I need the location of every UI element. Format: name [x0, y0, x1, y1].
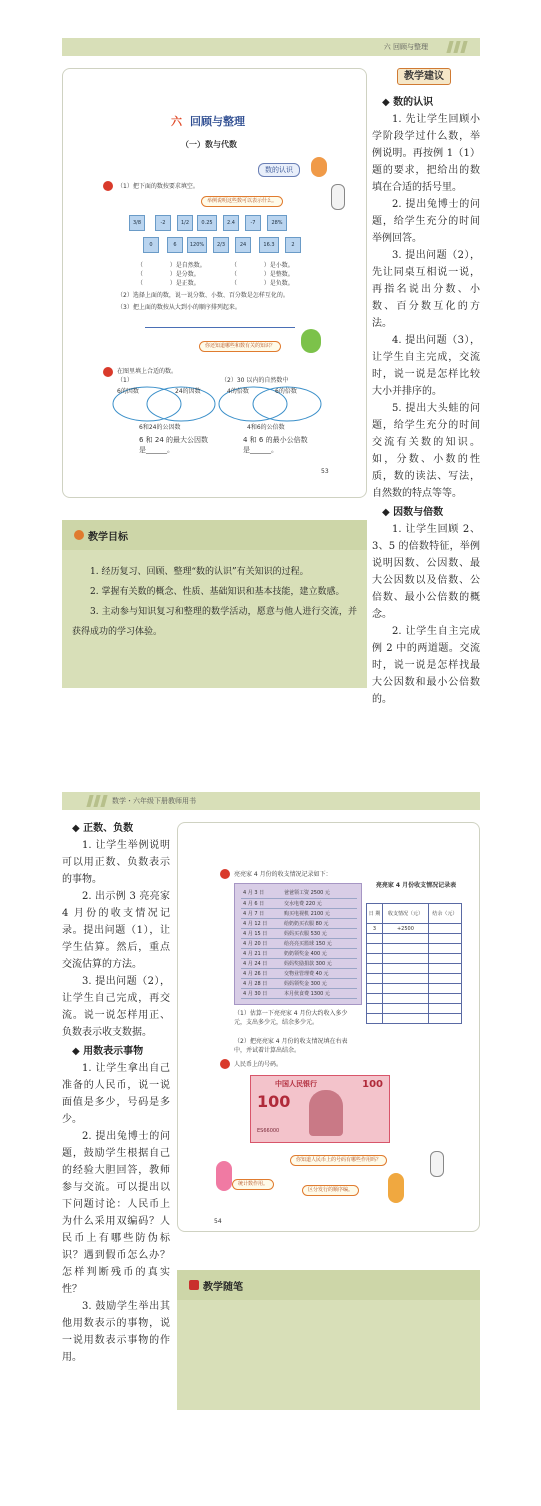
example-icon — [103, 181, 113, 191]
banknote-title: 中国人民银行 — [275, 1080, 317, 1088]
record-cell — [428, 1014, 461, 1024]
speech-bubble-frog: 你还知道哪些和数有关的知识？ — [199, 341, 281, 352]
venn2-set-a: 4的倍数 — [227, 388, 249, 395]
ledger-date: 4 月 21 日 — [241, 948, 282, 958]
record-cell — [383, 1004, 429, 1014]
record-cell — [428, 964, 461, 974]
header-stripe — [460, 41, 467, 53]
side-heading-1: ◆ 正数、负数 — [72, 823, 134, 834]
goals-header — [62, 520, 367, 550]
header-stripe — [446, 41, 453, 53]
ledger-date: 4 月 6 日 — [241, 898, 282, 908]
goal-item: 1. 经历复习、回顾、整理“数的认识”有关知识的过程。 — [90, 567, 309, 577]
venn2-label: （2）30 以内的自然数中 — [221, 377, 289, 384]
record-cell — [428, 924, 461, 934]
venn1-answer: 是______。 — [139, 446, 174, 454]
example-icon — [220, 869, 230, 879]
chapter-header-text: 六 回顾与整理 — [383, 43, 428, 51]
ledger-row — [241, 898, 357, 908]
suggest-heading-1: ◆ 数的认识 — [382, 97, 434, 108]
page-number: 54 — [214, 1218, 222, 1225]
ledger-date: 4 月 7 日 — [241, 908, 282, 918]
notes-title: 教学随笔 — [203, 1282, 243, 1293]
ledger-date: 4 月 15 日 — [241, 928, 282, 938]
side-para: 3. 提出问题（2），让学生自己完成，再交流。说一说怎样用正、负数表示收支数据。 — [62, 976, 170, 1038]
answer-line — [145, 327, 295, 328]
record-head: 结余（元） — [428, 904, 461, 924]
number-tile: 0.25 — [197, 215, 217, 231]
side-para: 2. 提出兔博士的问题，鼓励学生根据自己的经验大胆回答，教师参与交流。可以提出以下问题讨论：人民币上为什么采用双编码？人民币上有哪些防伪标识？遇到假币怎么办？怎样判断残币的真实性？ — [62, 1131, 170, 1295]
suggest-para: 2. 提出兔博士的问题，给学生充分的时间举例回答。 — [372, 199, 480, 244]
ledger-date: 4 月 3 日 — [241, 888, 282, 898]
number-tile: 1/2 — [177, 215, 193, 231]
pen-icon — [189, 1280, 199, 1290]
record-table — [366, 903, 462, 1024]
chapter-header-band — [62, 38, 480, 56]
chapter-title: 六 回顾与整理 — [171, 115, 245, 128]
example-icon — [103, 367, 113, 377]
number-tile: 24 — [235, 237, 251, 253]
ledger-card — [234, 883, 362, 1005]
venn2-question: 4 和 6 的最小公倍数 — [243, 436, 308, 444]
record-head: 日 期 — [367, 904, 383, 924]
header-stripe — [453, 41, 460, 53]
record-cell: 3 — [367, 924, 383, 934]
number-tile: 0 — [143, 237, 159, 253]
classify-right: （ ）是小数。 （ ）是整数。 （ ）是负数。 — [231, 262, 294, 287]
venn1-label: （1） — [117, 377, 133, 384]
target-icon — [74, 530, 84, 540]
number-tile: 28% — [267, 215, 287, 231]
record-row — [367, 984, 462, 994]
speech-bubble-boy: 区分发行的顺序编。 — [302, 1185, 359, 1196]
ledger-item: 本月伙食费 1300 元 — [282, 988, 357, 998]
record-cell: +2500 — [383, 924, 429, 934]
side-para: 3. 鼓励学生举出其他用数表示的事物，说一说用数表示事物的作用。 — [62, 1301, 170, 1363]
banknote-value-small: 100 — [362, 1079, 383, 1090]
suggest-para: 1. 先让学生回顾小学阶段学过什么数，举例说明。再按例 1（1）题的要求，把给出的数填在合适的括号里。 — [372, 114, 480, 193]
record-cell — [383, 964, 429, 974]
venn1-set-a: 6的因数 — [117, 388, 139, 395]
record-cell — [367, 934, 383, 944]
side-heading-2: ◆ 用数表示事物 — [72, 1046, 144, 1057]
question-2: （2）选择上面的数，说一说分数、小数、百分数是怎样互化的。 — [117, 292, 289, 299]
ledger-item: 购买电视机 2100 元 — [282, 908, 357, 918]
speech-bubble-rabbit: 举例说明这些数可以表示什么。 — [201, 196, 283, 207]
suggest-para: 5. 提出大头蛙的问题，给学生充分的时间交流有关数的知识。如，分数、小数的性质，数的读法、写法，自然数的特点等等。 — [372, 403, 480, 499]
banknote-serial: ES66000 — [257, 1128, 280, 1134]
record-cell — [383, 934, 429, 944]
goal-item: 3. 主动参与知识复习和整理的数学活动，愿意与他人进行交流，并获得成功的学习体验。 — [72, 607, 357, 637]
rabbit-mascot-icon — [331, 184, 345, 210]
venn1-common: 6和24的公因数 — [139, 424, 181, 431]
ledger-item: 奶奶领奖金 400 元 — [282, 948, 357, 958]
ledger-date: 4 月 30 日 — [241, 988, 282, 998]
ledger-date: 4 月 24 日 — [241, 958, 282, 968]
ledger-row — [241, 918, 357, 928]
number-tile: 6 — [167, 237, 183, 253]
record-cell — [428, 954, 461, 964]
record-row — [367, 1014, 462, 1024]
ledger-question-1: （1）估算一下亮亮家 4 月份大约收入多少元，支出多少元，结余多少元。 — [234, 1010, 348, 1026]
record-row — [367, 994, 462, 1004]
example-icon — [220, 1059, 230, 1069]
side-notes — [62, 818, 170, 1366]
ledger-row — [241, 978, 357, 988]
ledger-row — [241, 888, 357, 898]
ledger-item: 爸爸领工资 2500 元 — [282, 888, 357, 898]
banknote-100-image — [250, 1075, 390, 1143]
banknote-question: 人民币上的号码。 — [234, 1061, 283, 1068]
speech-bubble-rabbit: 你知道人民币上的号码有哪些作用吗？ — [290, 1155, 387, 1166]
header-stripe — [93, 795, 100, 807]
ledger-date: 4 月 20 日 — [241, 938, 282, 948]
record-cell — [367, 984, 383, 994]
record-cell — [428, 974, 461, 984]
venn2-answer: 是______。 — [243, 446, 278, 454]
record-cell — [367, 974, 383, 984]
number-tile: 2.4 — [223, 215, 239, 231]
ledger-question-2: （2）把亮亮家 4 月份的收支情况填在右表中，并试着计算出结余。 — [234, 1038, 348, 1054]
ledger-item: 妈妈买衣服 530 元 — [282, 928, 357, 938]
side-para: 1. 让学生举例说明可以用正数、负数表示的事物。 — [62, 840, 170, 885]
number-tile: 120% — [187, 237, 207, 253]
record-cell — [428, 984, 461, 994]
book-header-band — [62, 792, 480, 810]
ledger-item: 给奶奶买衣服 80 元 — [282, 918, 357, 928]
record-cell — [428, 994, 461, 1004]
ledger-date: 4 月 12 日 — [241, 918, 282, 928]
number-tile: -2 — [155, 215, 171, 231]
number-tile: -7 — [245, 215, 261, 231]
venn1-set-b: 24的因数 — [175, 388, 201, 395]
number-tile: 2/3 — [213, 237, 229, 253]
record-cell — [428, 1004, 461, 1014]
side-para: 2. 出示例 3 亮亮家 4 月份的收支情况记录。提出问题（1），让学生估算。然后，重点交流估算的方法。 — [62, 891, 170, 970]
venn1-question: 6 和 24 的最大公因数 — [139, 436, 209, 444]
boy-student-icon — [388, 1173, 404, 1203]
ledger-intro: 亮亮家 4 月份的收支情况记录如下： — [234, 871, 332, 878]
record-cell — [367, 964, 383, 974]
ledger-date: 4 月 26 日 — [241, 968, 282, 978]
section-title: （一）数与代数 — [181, 140, 237, 149]
suggest-title: 教学建议 — [397, 68, 451, 85]
record-cell — [367, 994, 383, 1004]
question-1: （1）把下面的数按要求填空。 — [117, 183, 199, 190]
frog-mascot-icon — [301, 329, 321, 353]
record-row — [367, 954, 462, 964]
number-tile: 3/8 — [129, 215, 145, 231]
ledger-item: 妈妈奖励捐款 300 元 — [282, 958, 357, 968]
speech-bubble-girl: 统计数作用。 — [232, 1179, 274, 1190]
ledger-row — [241, 988, 357, 998]
record-row — [367, 964, 462, 974]
record-cell — [428, 944, 461, 954]
notes-box — [177, 1270, 480, 1410]
record-row — [367, 974, 462, 984]
girl-student-icon — [216, 1161, 232, 1191]
ledger-item: 交水电费 220 元 — [282, 898, 357, 908]
record-cell — [383, 984, 429, 994]
ledger-row — [241, 968, 357, 978]
suggest-para: 3. 提出问题（2），先让同桌互相说一说，再指名说出分数、小数、百分数互化的方法。 — [372, 250, 480, 329]
goals-title: 教学目标 — [88, 532, 128, 543]
book-header-text: 数学・六年级下册教师用书 — [112, 797, 196, 805]
header-stripe — [100, 795, 107, 807]
record-cell — [367, 944, 383, 954]
record-cell — [367, 1004, 383, 1014]
question-4: 在图里填上合适的数。 — [117, 368, 178, 375]
textbook-page-54 — [177, 822, 480, 1232]
record-cell — [383, 1014, 429, 1024]
number-tile: 16.3 — [259, 237, 279, 253]
banknote-value: 100 — [257, 1092, 291, 1111]
ledger-item: 给亮亮买篮球 150 元 — [282, 938, 357, 948]
number-tile: 2 — [285, 237, 301, 253]
record-cell — [383, 944, 429, 954]
ledger-table — [241, 888, 357, 999]
ledger-row — [241, 958, 357, 968]
suggest-para: 2. 让学生自主完成例 2 中的两道题。交流时，说一说是怎样找最大公因数和最小公倍数的。 — [372, 626, 480, 705]
goal-item: 2. 掌握有关数的概念、性质、基础知识和基本技能，建立数感。 — [90, 587, 345, 597]
record-table-title: 亮亮家 4 月份收支情况记录表 — [375, 882, 457, 889]
question-3: （3）把上面的数按从大到小的顺序排列起来。 — [117, 304, 241, 311]
ledger-item: 交物业管理费 40 元 — [282, 968, 357, 978]
goals-text — [72, 562, 357, 642]
record-cell — [383, 954, 429, 964]
frog-mascot-icon — [311, 157, 327, 177]
record-row — [367, 1004, 462, 1014]
record-cell — [383, 994, 429, 1004]
record-row — [367, 944, 462, 954]
suggest-heading-2: ◆ 因数与倍数 — [382, 507, 444, 518]
ledger-date: 4 月 28 日 — [241, 978, 282, 988]
textbook-page-53 — [62, 68, 367, 498]
page-number: 53 — [321, 468, 329, 475]
record-head: 收支情况（元） — [383, 904, 429, 924]
record-cell — [428, 934, 461, 944]
rabbit-mascot-icon — [430, 1151, 444, 1177]
record-cell — [367, 1014, 383, 1024]
side-para: 1. 让学生拿出自己准备的人民币，说一说面值是多少，号码是多少。 — [62, 1063, 170, 1125]
record-cell — [367, 954, 383, 964]
ledger-row — [241, 908, 357, 918]
header-stripe — [86, 795, 93, 807]
ledger-row — [241, 928, 357, 938]
classify-left: （ ）是自然数。 （ ）是分数。 （ ）是正数。 — [137, 262, 206, 287]
notes-header — [177, 1270, 480, 1300]
ledger-item: 妈妈领奖金 300 元 — [282, 978, 357, 988]
venn2-set-b: 6的倍数 — [275, 388, 297, 395]
record-cell — [383, 974, 429, 984]
portrait-icon — [309, 1090, 343, 1136]
suggest-para: 4. 提出问题（3），让学生自主完成，交流时，说一说是怎样比较大小并排序的。 — [372, 335, 480, 397]
topic-tag: 数的认识 — [258, 163, 300, 177]
record-row — [367, 934, 462, 944]
suggest-para: 1. 让学生回顾 2、3、5 的倍数特征，举例说明因数、公因数、最大公因数以及倍数、公倍数、最小公倍数的概念。 — [372, 524, 480, 620]
venn2-common: 4和6的公倍数 — [247, 424, 285, 431]
goals-box — [62, 520, 367, 688]
ledger-row — [241, 948, 357, 958]
ledger-row — [241, 938, 357, 948]
suggest-text — [372, 92, 480, 708]
